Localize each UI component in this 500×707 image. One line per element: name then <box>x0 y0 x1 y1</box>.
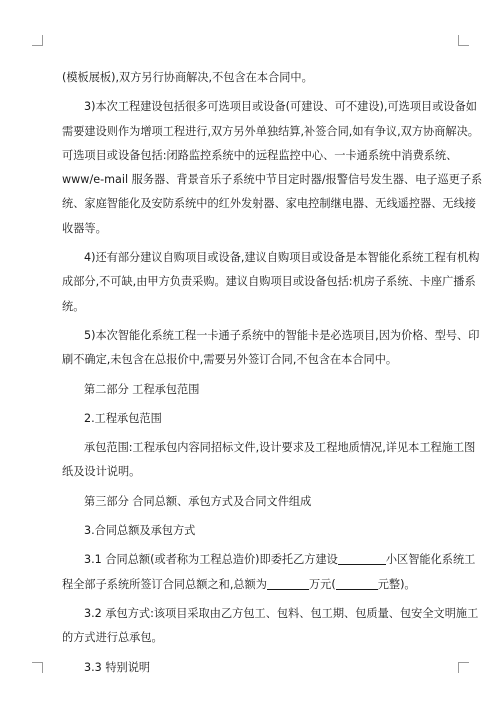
crop-mark-bottom-right <box>458 662 469 673</box>
text-segment: 元整)。 <box>377 577 416 591</box>
paragraph-line: 的方式进行总承包。 <box>62 631 163 645</box>
fill-in-blank[interactable] <box>336 577 378 590</box>
paragraph-line: 统、家庭智能化及安防系统中的红外发射器、家电控制继电器、无线遥控器、无线接 <box>62 197 476 211</box>
crop-mark-top-left <box>32 35 43 46</box>
paragraph-line: 可选项目或设备包括:闭路监控系统中的远程监控中心、一卡通系统中消费系统、 <box>62 148 458 162</box>
fill-in-blank[interactable] <box>267 577 309 590</box>
paragraph-line: www/e-mail 服务器、背景音乐子系统中节目定时器/报警信号发生器、电子巡更子系 <box>62 173 483 187</box>
paragraph-line <box>62 548 476 572</box>
fill-in-blank[interactable] <box>338 552 386 565</box>
crop-mark-top-right <box>458 35 469 46</box>
paragraph-line: 承包范围:工程承包内容同招标文件,设计要求及工程地质情况,详见本工程施工图 <box>84 441 476 455</box>
text-segment: 程全部子系统所签订合同总额之和,总额为 <box>62 577 267 591</box>
paragraph-line: 3.2 承包方式:该项目采取由乙方包工、包料、包工期、包质量、包安全文明施工 <box>84 606 479 620</box>
paragraph-line: 需要建设则作为增项工程进行,双方另外单独结算,补签合同,如有争议,双方协商解决。 <box>62 124 479 138</box>
paragraph-line: 成部分,不可缺,由甲方负责采购。建议自购项目或设备包括:机房子系统、卡座广播系 <box>62 275 476 289</box>
section-heading: 第二部分 工程承包范围 <box>84 382 200 396</box>
paragraph-line: 收器等。 <box>62 221 107 235</box>
text-segment: 小区智能化系统工 <box>385 553 476 567</box>
subsection-heading: 2.工程承包范围 <box>84 411 162 425</box>
text-segment: 3.1 合同总额(或者称为工程总造价)即委托乙方建设 <box>84 553 338 567</box>
paragraph-line: 统。 <box>62 299 85 313</box>
paragraph-line: 5)本次智能化系统工程一卡通子系统中的智能卡是必选项目,因为价格、型号、印 <box>84 328 480 342</box>
crop-mark-bottom-left <box>32 662 43 673</box>
paragraph-line <box>62 573 448 597</box>
subsection-heading: 3.3 特别说明 <box>84 660 151 674</box>
paragraph-line: 3)本次工程建设包括很多可选项目或设备(可建设、可不建设),可选项目或设备如 <box>84 100 477 114</box>
subsection-heading: 3.合同总额及承包方式 <box>84 524 196 538</box>
text-segment: 万元( <box>308 577 336 591</box>
paragraph-line: 刷不确定,未包含在总报价中,需要另外签订合同,不包含在本合同中。 <box>62 353 398 367</box>
paragraph-line: (模板展板),双方另行协商解决,不包含在本合同中。 <box>62 71 313 84</box>
section-heading: 第三部分 合同总额、承包方式及合同文件组成 <box>84 494 312 508</box>
document-body <box>62 66 483 680</box>
paragraph-line: 4)还有部分建议自购项目或设备,建议自购项目或设备是本智能化系统工程有机构 <box>84 251 480 265</box>
paragraph-line: 纸及设计说明。 <box>62 465 141 479</box>
